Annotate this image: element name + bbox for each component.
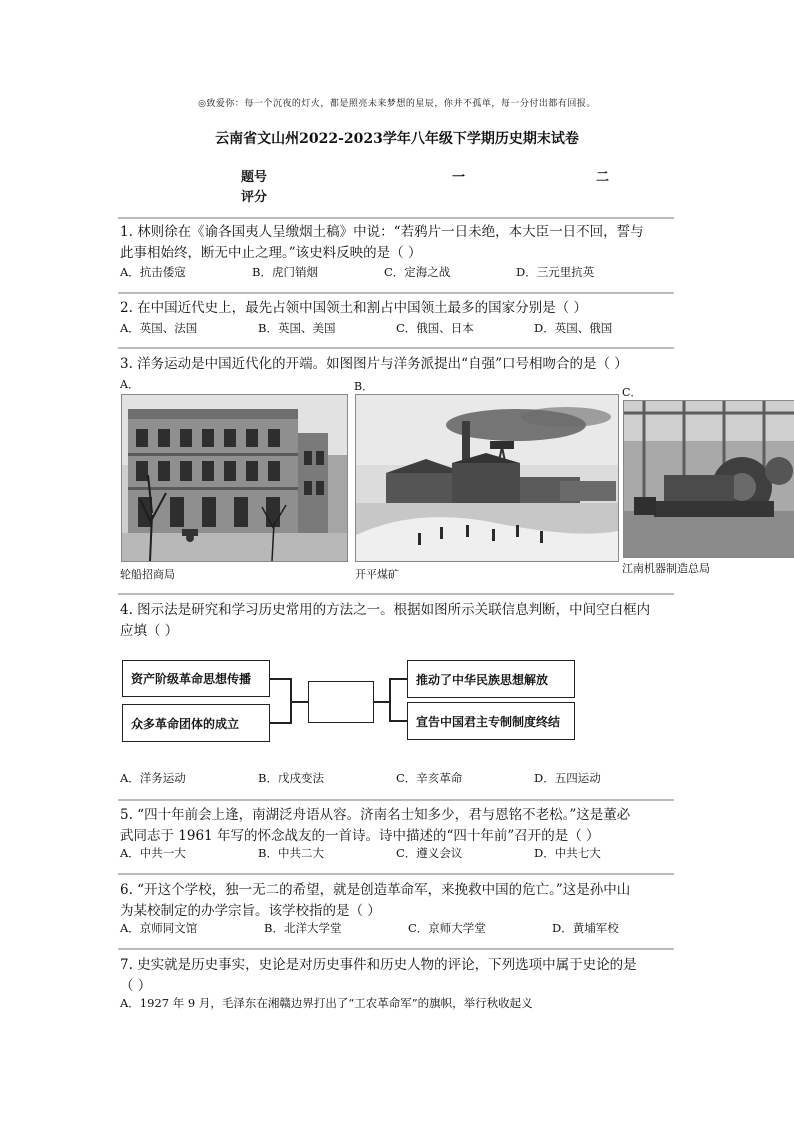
- connector-line: [290, 701, 308, 703]
- diagram-box-revolutionary-groups: 众多革命团体的成立: [122, 704, 270, 742]
- option-d[interactable]: D．英国、俄国: [534, 321, 613, 335]
- question-1-line1: 1. 林则徐在《谕各国夷人呈缴烟土稿》中说：“若鸦片一日未绝，本大臣一日不回，誓与: [120, 224, 644, 240]
- option-a[interactable]: A．中共一大: [120, 846, 186, 860]
- option-c[interactable]: C．辛亥革命: [396, 771, 463, 785]
- score-table-row-score: 评分: [241, 190, 268, 205]
- connector-line: [270, 722, 292, 724]
- option-b[interactable]: B．北洋大学堂: [264, 921, 342, 935]
- question-6-options: [120, 920, 676, 936]
- photo-merchant-steamship-building: [121, 394, 348, 562]
- option-a[interactable]: A．1927 年 9 月，毛泽东在湘赣边界打出了“工农革命军”的旗帜，举行秋收起义: [120, 996, 533, 1010]
- photo-kaiping-coal-mine: [355, 394, 619, 562]
- question-3-line1: 3. 洋务运动是中国近代化的开端。如图图片与洋务派提出“自强”口号相吻合的是（ ）: [120, 356, 628, 372]
- image-label-b: B．: [354, 380, 374, 393]
- diagram-box-autocracy-end: 宣告中国君主专制制度终结: [407, 702, 575, 740]
- diagram-blank-box: [308, 681, 374, 723]
- caption-c: 江南机器制造总局: [622, 562, 710, 575]
- question-5-options: [120, 845, 676, 861]
- option-d[interactable]: D．黄埔军校: [552, 921, 619, 935]
- option-c[interactable]: C．定海之战: [384, 265, 451, 279]
- connector-line: [389, 678, 391, 722]
- question-4-options: [120, 770, 676, 786]
- divider: [118, 948, 674, 950]
- question-7-line1: 7. 史实就是历史事实，史论是对历史事件和历史人物的评论，下列选项中属于史论的是: [120, 957, 637, 973]
- connector-line: [389, 678, 407, 680]
- connector-line: [389, 720, 407, 722]
- motto-line: ◎致爱你：每一个沉夜的灯火，都是照亮未来梦想的星辰，你并不孤单，每一分付出都有回报。: [198, 99, 596, 109]
- option-d[interactable]: D．三元里抗英: [516, 265, 595, 279]
- score-table-header-two: 二: [596, 170, 610, 185]
- question-2: [120, 298, 676, 319]
- question-5: [120, 805, 676, 847]
- option-d[interactable]: D．五四运动: [534, 771, 601, 785]
- image-label-a: A．: [120, 378, 139, 391]
- divider: [118, 799, 674, 801]
- option-a[interactable]: A．洋务运动: [120, 771, 186, 785]
- question-7-line2: （ ）: [120, 978, 152, 994]
- question-1-line2: 此事相始终，断无中止之理。”该史料反映的是（ ）: [120, 245, 422, 261]
- divider: [118, 873, 674, 875]
- question-3: [120, 354, 676, 375]
- option-a[interactable]: A．英国、法国: [120, 321, 198, 335]
- question-6-line2: 为某校制定的办学宗旨。该学校指的是（ ）: [120, 903, 381, 919]
- option-a[interactable]: A．京师同文馆: [120, 921, 198, 935]
- divider: [118, 347, 674, 349]
- question-2-line1: 2. 在中国近代史上，最先占领中国领土和割占中国领土最多的国家分别是（ ）: [120, 300, 587, 316]
- question-7: [120, 955, 676, 997]
- page-title: 云南省文山州2022-2023学年八年级下学期历史期末试卷: [215, 131, 579, 147]
- option-b[interactable]: B．虎门销烟: [252, 265, 318, 279]
- question-2-options: [120, 320, 676, 336]
- caption-b: 开平煤矿: [355, 568, 399, 581]
- option-c[interactable]: C．俄国、日本: [396, 321, 474, 335]
- option-c[interactable]: C．遵义会议: [396, 846, 463, 860]
- diagram-box-revolutionary-ideas: 资产阶级革命思想传播: [122, 660, 270, 697]
- caption-a: 轮船招商局: [120, 568, 175, 581]
- score-table-header-question: 题号: [241, 170, 268, 185]
- question-5-line1: 5. “四十年前会上逢，南湖泛舟语从容。济南名士知多少，君与恩铭不老松。”这是董必: [120, 807, 631, 823]
- option-c[interactable]: C．京师大学堂: [408, 921, 486, 935]
- score-table-header-one: 一: [452, 170, 466, 185]
- option-b[interactable]: B．戊戌变法: [258, 771, 324, 785]
- photo-jiangnan-arsenal: [623, 400, 794, 558]
- question-7-options: [120, 995, 676, 1011]
- connector-line: [270, 678, 292, 680]
- divider: [118, 217, 674, 219]
- option-a[interactable]: A．抗击倭寇: [120, 265, 186, 279]
- question-6: [120, 880, 676, 922]
- question-5-line2: 武同志于 1961 年写的怀念战友的一首诗。诗中描述的“四十年前”召开的是（ ）: [120, 828, 600, 844]
- connector-line: [374, 701, 390, 703]
- divider: [118, 292, 674, 294]
- option-b[interactable]: B．中共二大: [258, 846, 324, 860]
- question-1-options: [120, 264, 676, 280]
- question-4: [120, 600, 676, 642]
- option-d[interactable]: D．中共七大: [534, 846, 601, 860]
- question-4-line1: 4. 图示法是研究和学习历史常用的方法之一。根据如图所示关联信息判断，中间空白框内: [120, 602, 651, 618]
- question-6-line1: 6. “开这个学校，独一无二的希望，就是创造革命军，来挽救中国的危亡。”这是孙中山: [120, 882, 631, 898]
- image-label-c: C．: [622, 386, 642, 399]
- question-4-line2: 应填（ ）: [120, 623, 179, 639]
- option-b[interactable]: B．英国、美国: [258, 321, 336, 335]
- diagram-box-thought-liberation: 推动了中华民族思想解放: [407, 660, 575, 698]
- question-1: [120, 222, 676, 264]
- divider: [118, 593, 674, 595]
